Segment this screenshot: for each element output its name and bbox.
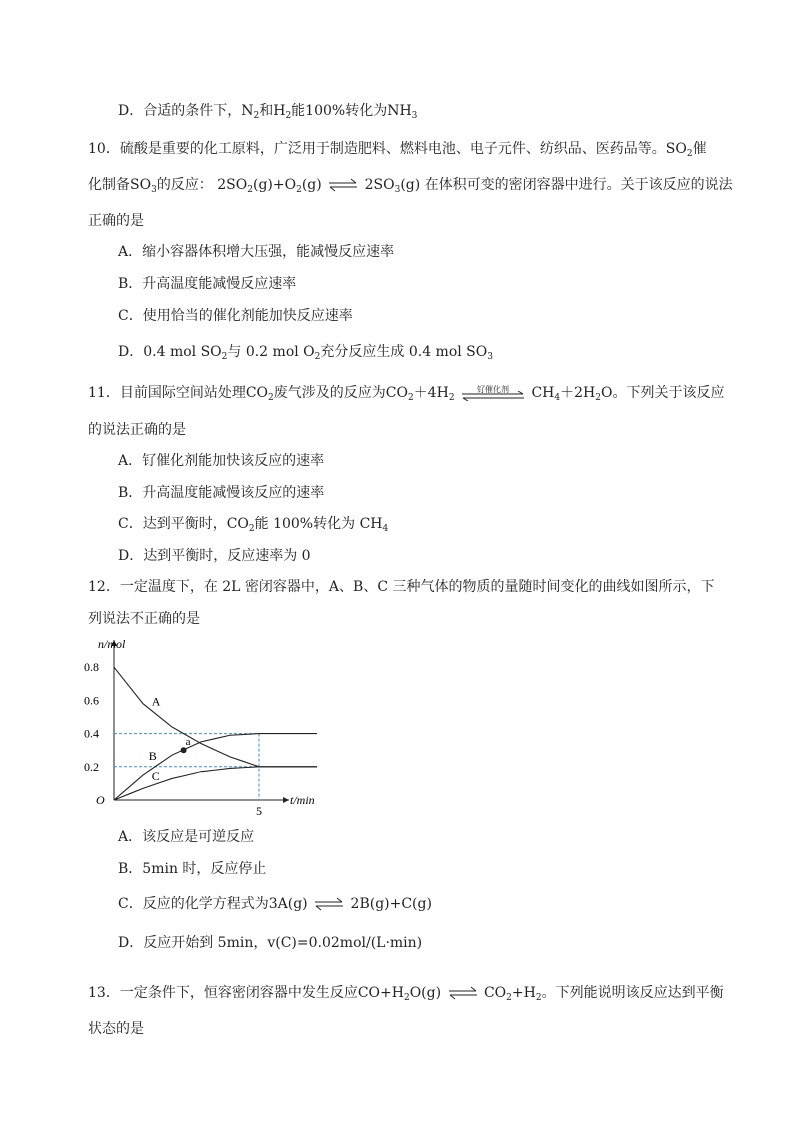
y-tick-label: 0.4 bbox=[84, 726, 99, 741]
q10-option-a: A．缩小容器体积增大压强，能减慢反应速率 bbox=[118, 244, 395, 260]
q13-stem-line1: 13．一定条件下，恒容密闭容器中发生反应$CO+H_2O(g)$ $CO_2+H_2$。下列能说明该反应达到平衡 bbox=[88, 985, 724, 1003]
q12-option-b: B．5min 时，反应停止 bbox=[118, 861, 267, 877]
x-tick-label: 5 bbox=[256, 804, 262, 818]
q11-stem-line2: 的说法正确的是 bbox=[88, 422, 186, 438]
q10-option-b: B．升高温度能减慢反应速率 bbox=[118, 276, 297, 292]
q10-option-d: D．0.4 mol $SO_2$与 0.2 mol $O_2$充分反应生成 0.4 mol $SO_3$ bbox=[118, 344, 493, 362]
curve-A bbox=[114, 667, 317, 767]
q11-option-d: D．达到平衡时，反应速率为 0 bbox=[118, 548, 311, 564]
y-tick-label: 0.8 bbox=[84, 660, 99, 675]
y-tick-label: 0.6 bbox=[84, 693, 99, 708]
x-axis-label: t/min bbox=[290, 793, 315, 807]
curve-label-B: B bbox=[148, 749, 157, 764]
q11-option-c: C．达到平衡时，$CO_2$能 100%转化为 $CH_4$ bbox=[118, 516, 389, 534]
q12-option-a: A．该反应是可逆反应 bbox=[118, 829, 255, 845]
curve-label-C: C bbox=[151, 769, 160, 784]
q12-option-c: C．反应的化学方程式为3A(g) 2B(g)+C(g) bbox=[118, 896, 432, 912]
q10-stem-line1: 10．硫酸是重要的化工原料，广泛用于制造肥料、燃料电池、电子元件、纺织品、医药品等。$SO_2$催 bbox=[88, 141, 707, 159]
q12-stem-line2: 列说法不正确的是 bbox=[88, 611, 200, 627]
q13-stem-line2: 状态的是 bbox=[88, 1021, 144, 1037]
curve-C bbox=[114, 767, 317, 800]
catalyst-arrow-icon: 钌催化剂 bbox=[461, 384, 525, 402]
q11-option-b: B．升高温度能减慢该反应的速率 bbox=[118, 485, 325, 501]
reversible-arrow-icon bbox=[314, 897, 344, 911]
q11-stem-line1: 11．目前国际空间站处理$CO_2$废气涉及的反应为$CO_2+4H_2$ 钌催化剂 $CH_4+2H_2O$。下列关于该反应 bbox=[88, 385, 725, 403]
q12-stem-line1: 12．一定温度下，在 2L 密闭容器中，A、B、C 三种气体的物质的量随时间变化的曲线如图所示，下 bbox=[88, 579, 715, 595]
point-label-a: a bbox=[185, 736, 191, 749]
q11-option-a: A．钌催化剂能加快该反应的速率 bbox=[118, 453, 325, 469]
q10-equation: $2SO_2(g)+O_2(g)$ $2SO_3(g)$ bbox=[217, 177, 421, 195]
q10-option-c: C．使用恰当的催化剂能加快反应速率 bbox=[118, 308, 353, 324]
origin-label: O bbox=[96, 793, 105, 807]
reversible-arrow-icon bbox=[328, 178, 358, 192]
y-axis-label: n/mol bbox=[98, 637, 126, 651]
y-tick-label: 0.2 bbox=[84, 759, 99, 774]
q12-option-d: D．反应开始到 5min，v(C)=0.02mol/(L·min) bbox=[118, 935, 423, 951]
q10-stem-line2: 化制备$SO_3$的反应： $2SO_2(g)+O_2(g)$ $2SO_3(g)$ 在体积可变的密闭容器中进行。关于该反应的说法 bbox=[88, 177, 733, 195]
q10-stem-line3: 正确的是 bbox=[88, 213, 144, 229]
curve-label-A: A bbox=[151, 694, 161, 709]
reversible-arrow-icon bbox=[448, 986, 478, 1000]
q9-option-d: D．合适的条件下，$N_2$和$H_2$能100%转化为$NH_3$ bbox=[118, 103, 418, 121]
amount-time-graph bbox=[84, 632, 344, 822]
